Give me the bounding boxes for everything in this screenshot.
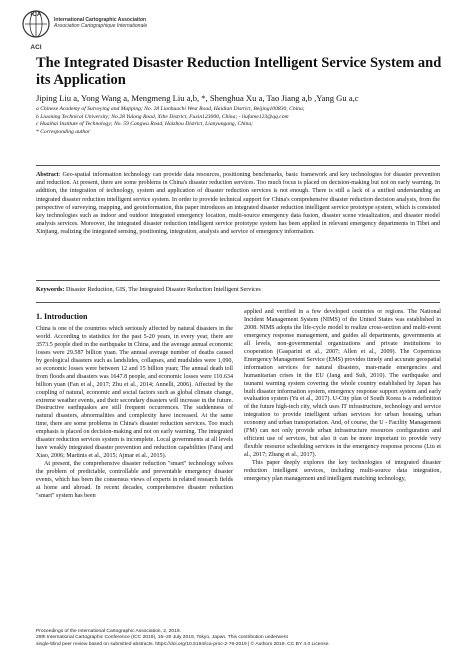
abstract	[36, 171, 440, 237]
footer-line-2: 29th International Cartographic Conference (ICC 2019), 15–20 July 2019, Tokyo, Japan. This contribution underwent	[36, 635, 288, 641]
corresponding-author-note: * Corresponding author	[36, 128, 91, 135]
intro-paragraph-3: applied and verified in a few developed countries or regions. The National Incident Management System (NIMS) of the United States was established in 2008. NIMS adopts the life-cycle model to realize cross-section and multi-event emergency response management, and guides all departments, governments at all levels, non-governmental organizations and private institutions to cooperation (Gasparini et al., 2007; Allen et al., 2009). The Copernicus Emergency Management Service (EMS) provides timely and accurate geospatial information services for natural disasters, man-made emergencies and humanitarian crises in the EU (Jang and Suh, 2010). The earthquake and tsunami warning system covering the whole country established by Japan has built disaster information system, emergency response support system and early evaluation system (Yu et al., 2017). U-City plan of South Korea is a redefinition of the future high-tech city, which uses IT infrastructure, technology and service integration to provide intelligent urban services for urban housing, urban economy and urban transportation. And, of course, the U - Facility Management (FM) can not only provide urban infrastructure resources configuration and efficient use of services, but also it can be more important to provide very flexible resource scheduling services in the emergency response process (Liu et al., 2017; Zhang et al., 2017).	[244, 309, 441, 459]
section-heading-introduction: 1. Introduction	[36, 312, 88, 321]
affiliation-b: b Liaoning Technical University; No.28 Yulong Road, Xihe District, Fuxin123000, China; - liufame123@qq.com	[36, 113, 289, 120]
keywords-label: Keywords:	[36, 287, 65, 293]
logo-text-bottom: ACI	[30, 44, 42, 51]
left-column	[36, 313, 233, 501]
author-list: Jiping Liu a, Yong Wang a, Mengmeng Liu a,b, *, Shenghua Xu a, Tao Jiang a,b ,Yang Gu a,c	[36, 93, 359, 103]
paper-title: The Integrated Disaster Reduction Intelligent Service System and its Application	[36, 55, 442, 88]
affiliation-c: c Huaihai Institute of Technology; No. 59 Cangwu Road, Haizhou District, Lianyungang, China;	[36, 121, 254, 128]
affiliation-a: a Chinese Academy of Surveying and Mapping; No. 28 Lianhuachi West Road, Haidian District, Beijing100830, China;	[36, 106, 305, 112]
footer-line-3: single-blind peer review based on submitted abstracts. https://doi.org/10.5194/ica-proc-2-76-2019 | © Authors 2019. CC BY 4.0 License.	[36, 641, 330, 647]
divider-middle	[36, 280, 440, 281]
page-footer	[36, 629, 446, 648]
abstract-label: Abstract	[36, 172, 59, 178]
affiliations	[36, 106, 456, 136]
intro-paragraph-2: At present, the comprehensive disaster reduction "smart" technology solves the problem of predictable, controllable and preventable emergency disaster events, which has been the consensus views of experts in related research fields at home and abroad. In recent decades, comprehensive disaster reduction "smart" system has been	[36, 461, 233, 499]
divider-top	[36, 165, 440, 166]
keywords	[36, 286, 440, 294]
logo-text-top: ICA	[30, 11, 42, 18]
association-name-en: International Cartographic Association	[54, 17, 147, 23]
association-name-fr: Association Cartographique Internationale	[54, 23, 148, 29]
keywords-text: Disaster Reduction, GIS, The Integrated Disaster Reduction Intelligent Services	[64, 287, 261, 293]
abstract-text: : Geo-spatial information technology can provide data resources, positioning benchmarks, basic framework and key technologies for disaster prevention and reduction. At present, there are some problems in China's disaster reduction services. Too much focus is placed on decision-making but not on early warning. In addition, the integration of technology, system and application of disaster reduction services is not enough. There is still a lack of a unified understanding an integrated disaster reduction intelligent service system. In order to provide technical support for China's comprehensive disaster reduction decision analysis, from the perspective of surveying, mapping, and geoinformation, this paper introduces an integrated disaster reduction intelligent service prototype system, which is consisted key technologies such as indoor and outdoor integrated emergency location, multi-source emergency data fusion, disaster scene visualization, and disaster model analysis services. Moreover, the integrated disaster reduction intelligent service prototype system has been applied in relevant emergency departments in Tibet and Xinjiang, realizing the integrated sensing, positioning, integration, analysis and service of emergency information.	[36, 172, 440, 236]
right-column	[244, 309, 441, 484]
intro-paragraph-1: China is one of the countries which seriously affected by natural disasters in the world. According to statistics for the past 5-20 years, in every year, there are 3573.5 people died in the earthquake in China, and the average annual economic losses were 29.587 billion yuan. The annual average number of deaths caused by geological disasters such as landslides, collapses, and mudslides were 1,090, so economic losses were between 12 and 15 billion yuan; The annual death toll from floods and disasters was 1647.8 people, and economic losses were 110.634 billion yuan (Fan et al., 2017; Zhu et al., 2014; Annelli, 2006). Affected by the coupling of natural, economic and social factors such as global climate change, extreme weather events, and their secondary disasters will increase in the future. Destructive earthquakes are still frequent occurrences. The suddenness of natural disasters, abnormalities and complexity have increased. At the same time, there are some problems in China's disaster reduction services. Too much emphasis is placed on decision-making and not on early warning. The integrated disaster reduction services system is incomplete. Local governments at all levels have weakly integrated disaster prevention and reduction capabilities (Faraj and Xiao, 2006; Martinis et al., 2015; Ajmar et al., 2015).	[36, 325, 233, 460]
divider-bottom	[36, 302, 440, 303]
intro-paragraph-4: This paper deeply explores the key technologies of integrated disaster reduction intelligent services, including multi-source data integration, emergency plan management and intelligent matching technology,	[244, 460, 441, 483]
footer-line-1: Proceedings of the International Cartographic Association, 2, 2019.	[36, 629, 181, 634]
